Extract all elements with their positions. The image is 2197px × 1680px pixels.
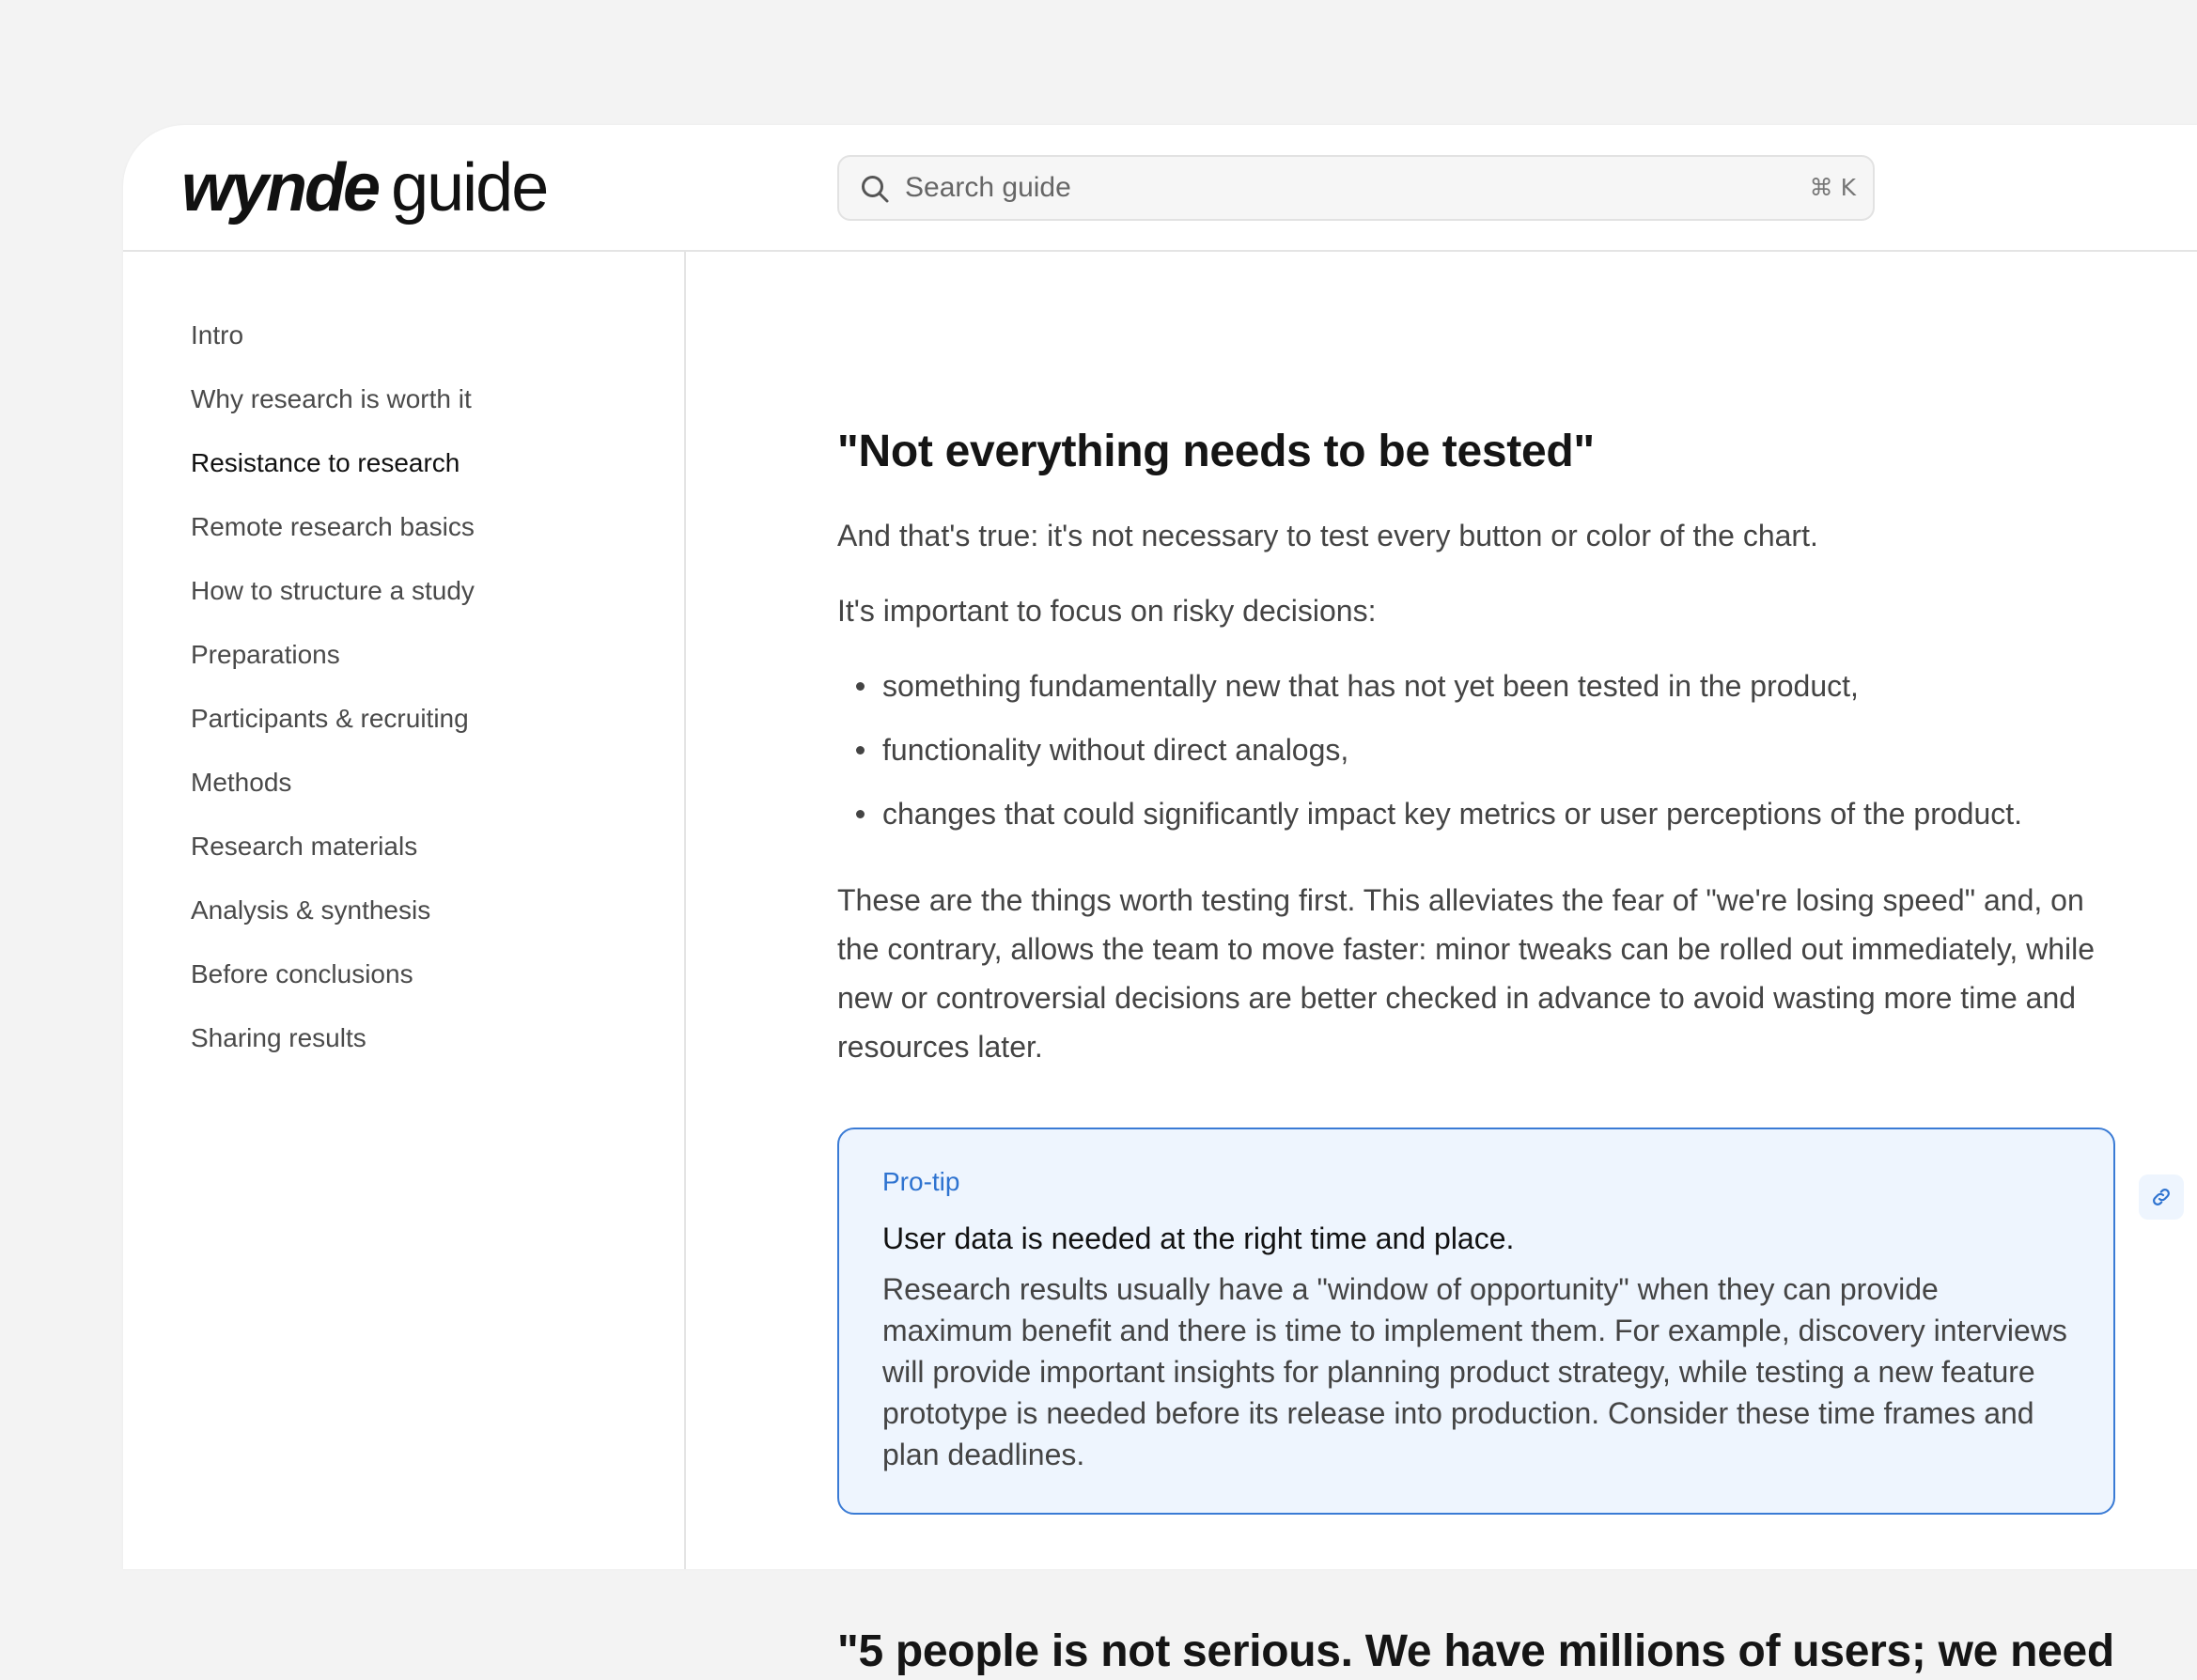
paragraph: These are the things worth testing first. This alleviates the fear of "we're losing speed" and, on the contrary, allows the team to move faster: minor tweaks can be rolled out immediately, while new or controversial decisions are better checked in advance to avoid wasting more time and resources later. (837, 883, 2096, 1064)
header (123, 125, 2197, 252)
sidebar-item-participants[interactable]: Participants & recruiting (191, 704, 469, 733)
sidebar-nav (123, 252, 686, 1569)
sidebar-item-preparations[interactable]: Preparations (191, 640, 340, 669)
logo[interactable] (181, 146, 547, 230)
copy-link-button[interactable] (2139, 1174, 2184, 1220)
paragraph: And that's true: it's not necessary to test every button or color of the chart. (837, 519, 1818, 552)
sidebar-item-materials[interactable]: Research materials (191, 832, 418, 861)
sidebar-item-methods[interactable]: Methods (191, 768, 292, 797)
link-icon (2150, 1186, 2173, 1208)
search-bar[interactable] (837, 155, 1875, 221)
sidebar-item-intro[interactable]: Intro (191, 320, 244, 350)
pro-tip-callout (837, 1128, 2115, 1515)
search-shortcut-hint: ⌘ K (1809, 174, 1856, 201)
list-item: something fundamentally new that has not yet been tested in the product, (882, 665, 1859, 707)
sidebar-item-analysis[interactable]: Analysis & synthesis (191, 895, 431, 925)
sidebar-item-remote-basics[interactable]: Remote research basics (191, 512, 475, 541)
pro-tip-body: Research results usually have a "window of opportunity" when they can provide maximum benefit and there is time to implement them. For example, discovery interviews will provide important insights for planning product strategy, while testing a new feature prototype is needed before its release into production. Consider these time frames and plan deadlines. (882, 1272, 2067, 1471)
pro-tip-label: Pro-tip (882, 1167, 960, 1196)
sidebar-item-resistance[interactable]: Resistance to research (191, 448, 460, 477)
logo-brand: wynde (181, 150, 379, 226)
sidebar-item-why-research[interactable]: Why research is worth it (191, 384, 472, 413)
sidebar-item-sharing[interactable]: Sharing results (191, 1023, 366, 1052)
paragraph: It's important to focus on risky decisions: (837, 594, 1377, 628)
section-heading-next: "5 people is not serious. We have millions of users; we need (837, 1626, 2114, 1676)
app-window (123, 125, 2197, 1676)
search-input[interactable] (905, 157, 1732, 219)
sidebar-item-conclusions[interactable]: Before conclusions (191, 959, 413, 988)
section-heading: "Not everything needs to be tested" (837, 427, 1595, 476)
pro-tip-title: User data is needed at the right time and place. (882, 1221, 1515, 1255)
list-item: changes that could significantly impact key metrics or user perceptions of the product. (882, 793, 2022, 834)
search-icon (860, 174, 890, 204)
list-item: functionality without direct analogs, (882, 729, 1348, 770)
sidebar-item-structure[interactable]: How to structure a study (191, 576, 475, 605)
logo-product: guide (391, 150, 548, 226)
